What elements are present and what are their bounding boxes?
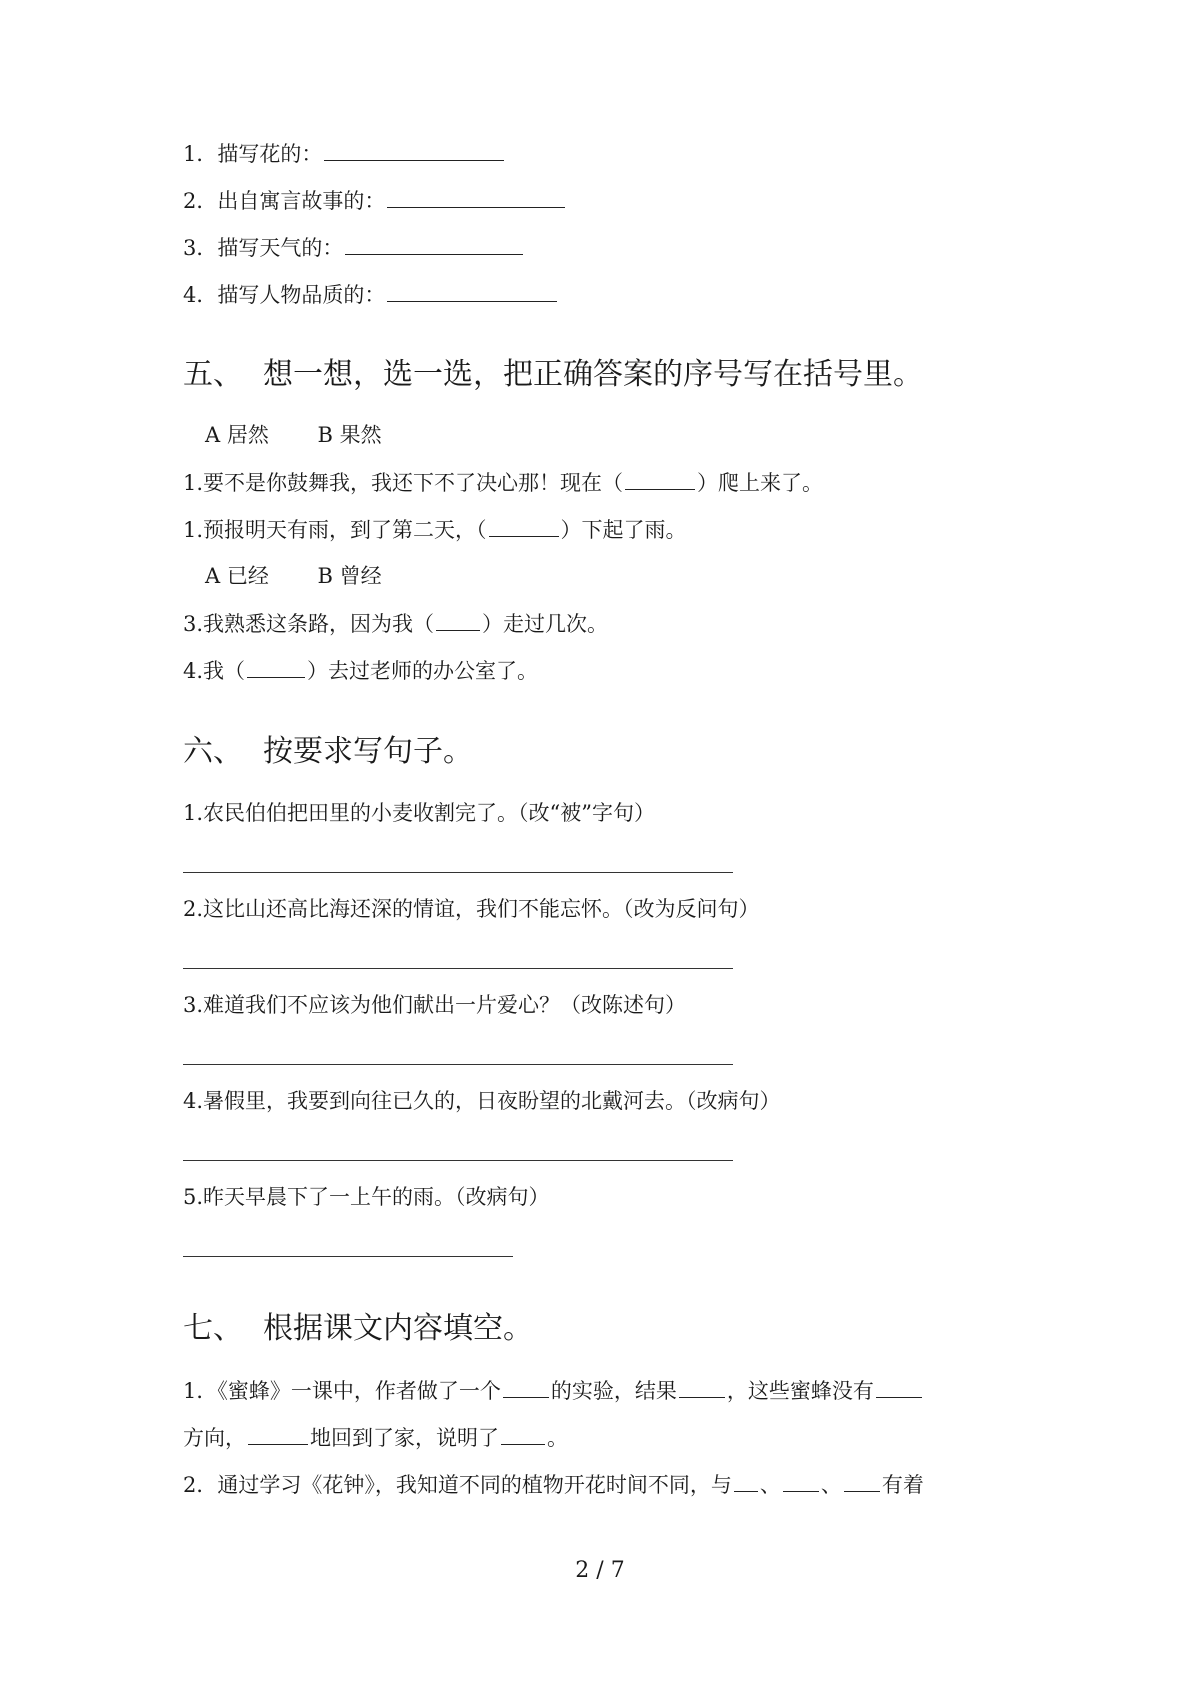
answer-blank[interactable] [324, 138, 504, 161]
answer-blank[interactable] [345, 232, 523, 255]
question-text-end: ）爬上来了。 [697, 471, 824, 495]
answer-blank[interactable] [679, 1375, 725, 1398]
part4-item-4 [183, 279, 559, 310]
question-text: 4.我（ [183, 659, 246, 683]
part5-question-3 [183, 608, 608, 639]
part5-question-1 [183, 467, 823, 498]
part4-item-2 [183, 185, 567, 216]
answer-blank[interactable] [783, 1469, 819, 1492]
question-text: ，这些蜜蜂没有 [726, 1379, 874, 1403]
question-text: 3.我熟悉这条路，因为我（ [183, 612, 435, 636]
answer-blank[interactable] [248, 1422, 308, 1445]
section-heading-5 [183, 355, 923, 395]
question-text-end: ）去过老师的办公室了。 [307, 659, 539, 683]
part6-item-3: 3.难道我们不应该为他们献出一片爱心？（改陈述句） [183, 993, 687, 1017]
answer-blank[interactable] [625, 467, 695, 490]
answer-line[interactable] [183, 872, 733, 873]
part7-question-2 [183, 1469, 924, 1500]
question-text: 1.预报明天有雨，到了第二天，（ [183, 518, 487, 542]
part6-item-4: 4.暑假里，我要到向往已久的，日夜盼望的北戴河去。（改病句） [183, 1089, 781, 1113]
section-number: 六、 [183, 734, 243, 769]
question-text-end: ）走过几次。 [482, 612, 609, 636]
part4-item-2-text: 2．出自寓言故事的： [183, 189, 386, 213]
question-text: 地回到了家，说明了 [310, 1426, 499, 1450]
part7-question-1-line-2 [183, 1422, 568, 1453]
options-line-2: A 已经 B 曾经 [205, 564, 382, 588]
section-title: 按要求写句子。 [263, 734, 473, 769]
answer-blank[interactable] [503, 1375, 549, 1398]
question-text: 方向， [183, 1426, 246, 1450]
options-line-1: A 居然 B 果然 [205, 423, 382, 447]
answer-blank[interactable] [387, 279, 557, 302]
section-heading-6 [183, 732, 473, 772]
question-text: 的实验，结果 [550, 1379, 677, 1403]
question-text: 有着 [881, 1473, 924, 1497]
answer-blank[interactable] [247, 655, 305, 678]
question-text: 2．通过学习《花钟》，我知道不同的植物开花时间不同，与 [183, 1473, 732, 1497]
part4-item-3-text: 3．描写天气的： [183, 236, 344, 260]
answer-line[interactable] [183, 1256, 513, 1257]
section-title: 根据课文内容填空。 [263, 1311, 533, 1346]
part4-item-3 [183, 232, 525, 263]
question-text: 1.要不是你鼓舞我，我还下不了决心那！现在（ [183, 471, 624, 495]
answer-line[interactable] [183, 1160, 733, 1161]
question-text: 1．《蜜蜂》一课中，作者做了一个 [183, 1379, 501, 1403]
part6-item-2: 2.这比山还高比海还深的情谊，我们不能忘怀。（改为反问句） [183, 897, 760, 921]
answer-blank[interactable] [844, 1469, 880, 1492]
part7-question-1-line-1 [183, 1375, 924, 1406]
answer-line[interactable] [183, 968, 733, 969]
part6-item-1: 1.农民伯伯把田里的小麦收割完了。（改“被”字句） [183, 801, 656, 825]
answer-blank[interactable] [876, 1375, 922, 1398]
separator: 、 [820, 1473, 842, 1497]
section-heading-7 [183, 1309, 533, 1349]
part4-item-4-text: 4．描写人物品质的： [183, 283, 386, 307]
section-title: 想一想，选一选，把正确答案的序号写在括号里。 [263, 357, 923, 392]
answer-blank[interactable] [501, 1422, 545, 1445]
answer-blank[interactable] [436, 608, 480, 631]
separator: 、 [759, 1473, 781, 1497]
part5-question-2 [183, 514, 687, 545]
question-text-end: ）下起了雨。 [560, 518, 687, 542]
part4-item-1 [183, 138, 506, 169]
part6-item-5: 5.昨天早晨下了一上午的雨。（改病句） [183, 1185, 550, 1209]
part5-question-4 [183, 655, 538, 686]
answer-blank[interactable] [734, 1469, 758, 1492]
answer-line[interactable] [183, 1064, 733, 1065]
part4-item-1-text: 1．描写花的： [183, 142, 323, 166]
section-number: 五、 [183, 357, 243, 392]
question-text: 。 [547, 1426, 568, 1450]
section-number: 七、 [183, 1311, 243, 1346]
page-number: 2 / 7 [575, 1558, 625, 1583]
answer-blank[interactable] [387, 185, 565, 208]
answer-blank[interactable] [489, 514, 559, 537]
